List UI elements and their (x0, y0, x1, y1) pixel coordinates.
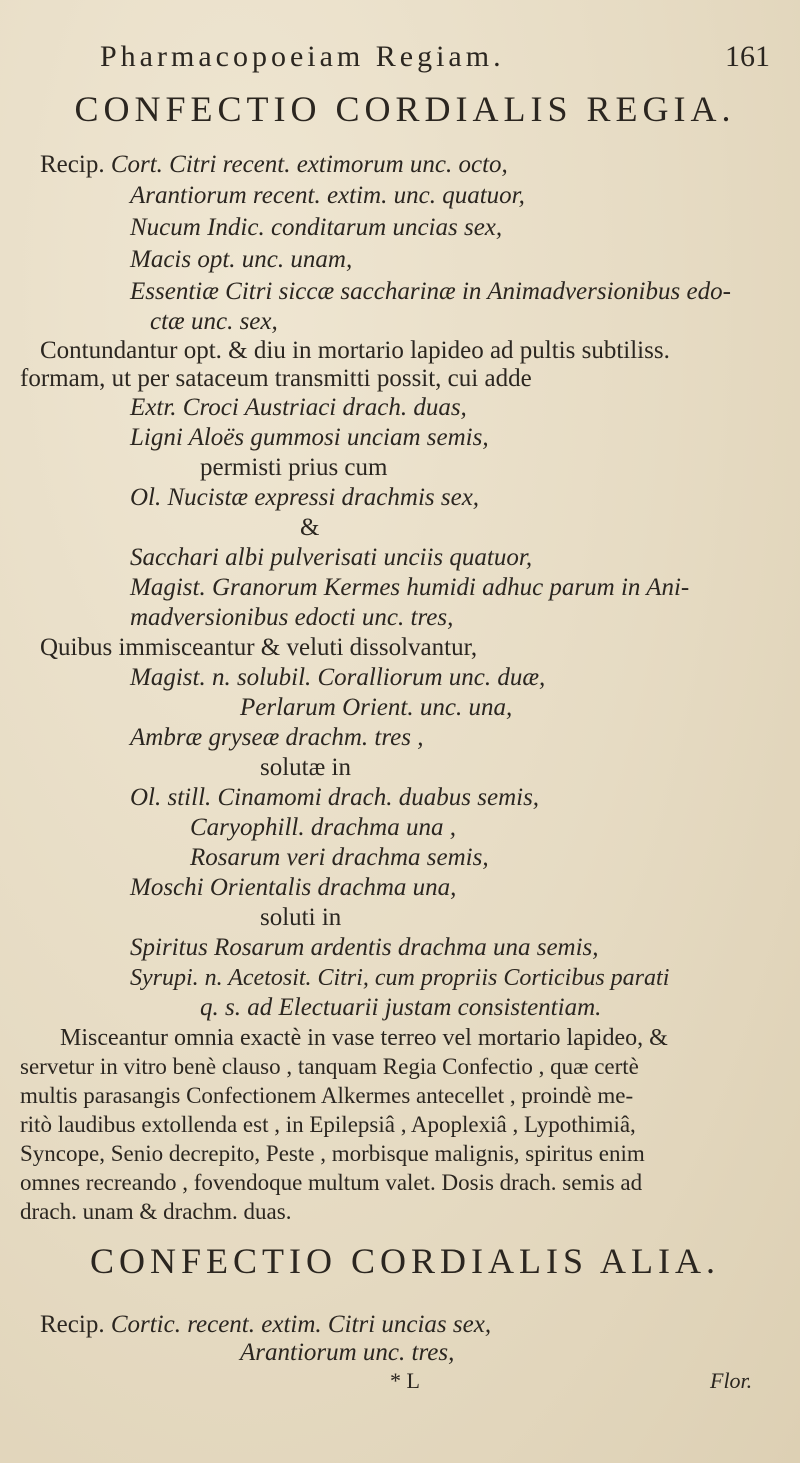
ingredient-line: Arantiorum recent. extim. unc. quatuor, (130, 182, 525, 209)
prose-line: Quibus immisceantur & veluti dissolvantur, (40, 634, 478, 661)
ingredient-line: Magist. n. solubil. Coralliorum unc. duæ, (130, 664, 546, 691)
ingredient-line: Spiritus Rosarum ardentis drachma una semis, (130, 934, 599, 961)
prose-line: omnes recreando , fovendoque multum valet. Dosis drach. semis ad (20, 1170, 643, 1195)
ingredient-line: Macis opt. unc. unam, (130, 246, 353, 273)
ingredient-line: Nucum Indic. conditarum uncias sex, (130, 214, 503, 241)
ingredient-line: Syrupi. n. Acetosit. Citri, cum propriis Corticibus parati (130, 965, 670, 991)
prose-line: multis parasangis Confectionem Alkermes antecellet , proindè me- (20, 1083, 634, 1108)
prose-line: Misceantur omnia exactè in vase terreo vel mortario lapideo, & (60, 1025, 668, 1051)
ingredient-line: Moschi Orientalis drachma una, (130, 874, 457, 901)
ingredient-line: Sacchari albi pulverisati unciis quatuor, (130, 544, 533, 571)
prose-line: servetur in vitro benè clauso , tanquam Regia Confectio , quæ certè (20, 1054, 639, 1079)
prose-line: ritò laudibus extollenda est , in Epilepsiâ , Apoplexiâ , Lypothimiâ, (20, 1112, 636, 1137)
running-title: Pharmacopoeiam Regiam. (100, 40, 505, 73)
prose-line: Syncope, Senio decrepito, Peste , morbisque malignis, spiritus enim (20, 1141, 645, 1166)
ingredient-line: Ligni Aloës gummosi unciam semis, (130, 424, 489, 451)
prose-line: formam, ut per sataceum transmitti possit, cui adde (20, 365, 532, 392)
connector-line: soluti in (260, 904, 342, 931)
ingredient-line: Ol. Nucistæ expressi drachmis sex, (130, 484, 480, 511)
section-title-regia: CONFECTIO CORDIALIS REGIA. (74, 89, 736, 129)
running-header (100, 40, 770, 80)
ingredient-line: q. s. ad Electuarii justam consistentiam. (200, 994, 602, 1021)
ingredient-line: ctæ unc. sex, (150, 308, 278, 335)
ingredient-line: Ol. still. Cinamomi drach. duabus semis, (130, 784, 540, 811)
ingredient-line: madversionibus edocti unc. tres, (130, 604, 454, 631)
connector-line: & (300, 514, 320, 541)
ingredient-line: Rosarum veri drachma semis, (190, 844, 489, 871)
catchword: Flor. (710, 1368, 753, 1393)
ingredient-line: Perlarum Orient. unc. una, (240, 694, 513, 721)
connector-line: solutæ in (260, 754, 351, 781)
signature-mark: * L (390, 1368, 420, 1393)
ingredient-line: Ambræ gryseæ drachm. tres , (130, 724, 424, 751)
prose-line: Contundantur opt. & diu in mortario lapideo ad pultis subtiliss. (40, 337, 670, 364)
ingredient-line: Essentiæ Citri siccæ saccharinæ in Animadversionibus edo- (130, 278, 731, 305)
recip-label: Recip. (40, 1311, 105, 1338)
ingredient-line: Cortic. recent. extim. Citri uncias sex, (110, 1311, 492, 1338)
connector-line: permisti prius cum (200, 454, 388, 481)
page-number: 161 (725, 40, 770, 73)
ingredient-line: Cort. Citri recent. extimorum unc. octo, (110, 151, 508, 178)
ingredient-line: Magist. Granorum Kermes humidi adhuc parum in Ani- (130, 574, 690, 601)
recipe-line (40, 150, 508, 180)
recipe-line (40, 1310, 491, 1340)
recip-label: Recip. (40, 151, 105, 178)
ingredient-line: Caryophill. drachma una , (190, 814, 456, 841)
ingredient-line: Arantiorum unc. tres, (240, 1339, 455, 1366)
ingredient-line: Extr. Croci Austriaci drach. duas, (130, 394, 467, 421)
prose-line: drach. unam & drachm. duas. (20, 1199, 292, 1224)
section-title-alia: CONFECTIO CORDIALIS ALIA. (89, 1241, 720, 1281)
